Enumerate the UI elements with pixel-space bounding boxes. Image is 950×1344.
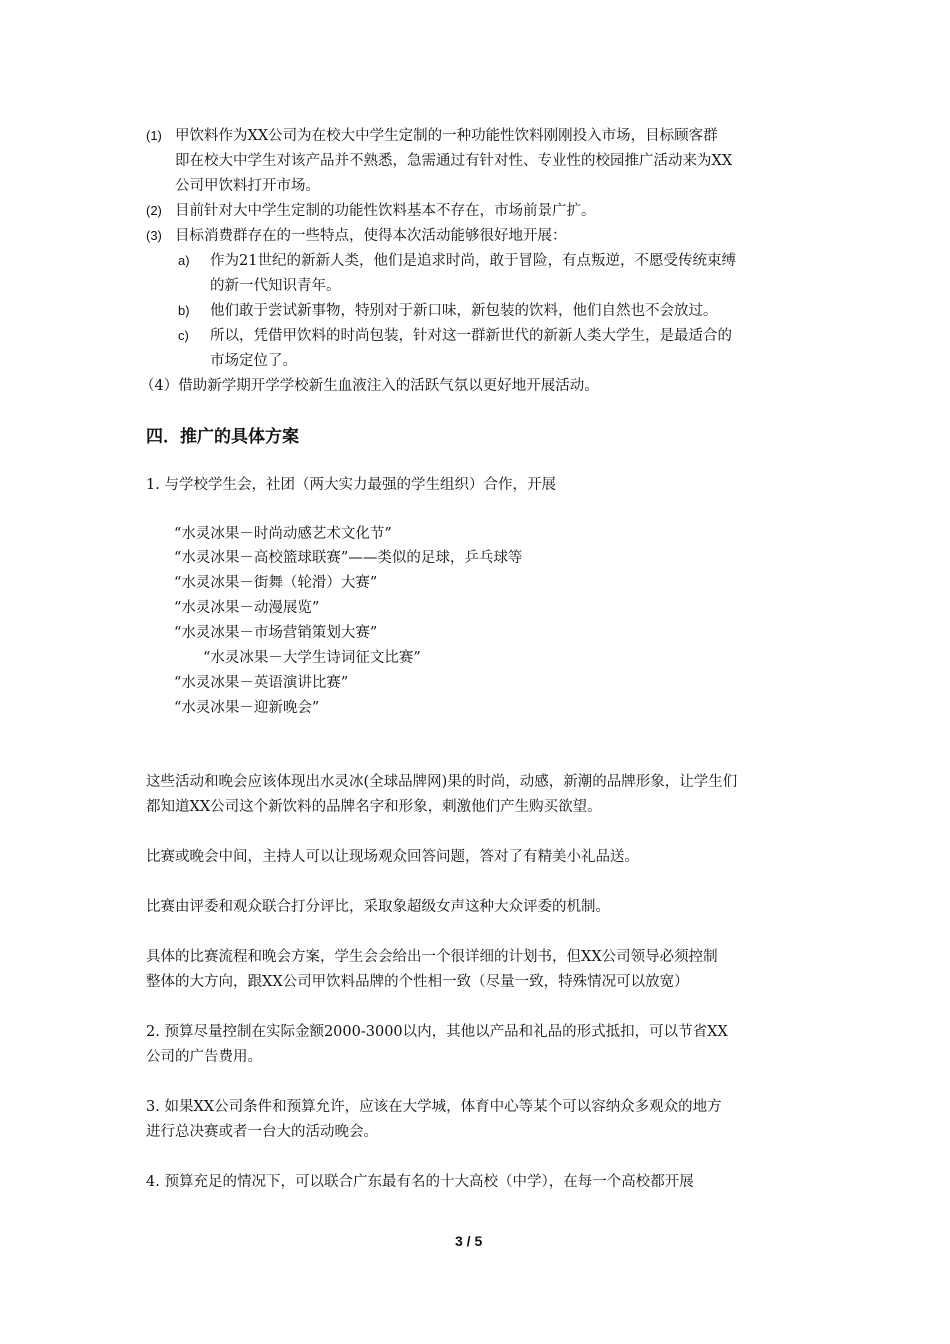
paragraph-2: 比赛或晚会中间，主持人可以让现场观众回答问题，答对了有精美小礼品送。 (146, 849, 639, 865)
paragraph-4-line-2: 整体的大方向，跟XX公司甲饮料品牌的个性相一致（尽量一致，特殊情况可以放宽） (146, 974, 689, 990)
list-item-4: （4）借助新学期开学学校新生血液注入的活跃气氛以更好地开展活动。 (140, 378, 599, 394)
event-item-2: “水灵冰果－高校篮球联赛”——类似的足球，乒乓球等 (174, 550, 523, 566)
list-marker-1: (1) (146, 128, 162, 143)
paragraph-1-line-1: 这些活动和晚会应该体现出水灵冰(全球品牌网)果的时尚，动感，新潮的品牌形象，让学生们 (146, 774, 738, 790)
sublist-marker-a: a) (178, 253, 190, 268)
paragraph-5-line-1: 2. 预算尽量控制在实际金额2000-3000以内，其他以产品和礼品的形式抵扣，可以节省XX (146, 1024, 728, 1040)
event-item-3: “水灵冰果－街舞（轮滑）大赛” (174, 575, 378, 591)
paragraph-1-line-2: 都知道XX公司这个新饮料的品牌名字和形象，刺激他们产生购买欲望。 (146, 799, 602, 815)
paragraph-4-line-1: 具体的比赛流程和晚会方案，学生会会给出一个很详细的计划书，但XX公司领导必须控制 (146, 949, 718, 965)
event-item-4: “水灵冰果－动漫展览” (174, 600, 320, 616)
paragraph-7: 4. 预算充足的情况下，可以联合广东最有名的十大高校（中学），在每一个高校都开展 (146, 1174, 694, 1190)
list-marker-2: (2) (146, 203, 162, 218)
list-item-1-line-2: 即在校大中学生对该产品并不熟悉，急需通过有针对性、专业性的校园推广活动来为XX (175, 153, 733, 169)
sublist-b-line-1: 他们敢于尝试新事物，特别对于新口味，新包装的饮料，他们自然也不会放过。 (210, 303, 718, 319)
page-number: 3 / 5 (455, 1233, 483, 1249)
event-item-5: “水灵冰果－市场营销策划大赛” (174, 625, 378, 641)
list-item-2-line-1: 目前针对大中学生定制的功能性饮料基本不存在，市场前景广扩。 (175, 203, 596, 219)
event-item-6: “水灵冰果－大学生诗词征文比赛” (203, 650, 421, 666)
paragraph-6-line-1: 3. 如果XX公司条件和预算允许，应该在大学城，体育中心等某个可以容纳众多观众的地方 (146, 1099, 722, 1115)
sublist-a-line-1: 作为21世纪的新新人类，他们是追求时尚，敢于冒险，有点叛逆，不愿受传统束缚 (210, 253, 736, 269)
list-item-1-line-1: 甲饮料作为XX公司为在校大中学生定制的一种功能性饮料刚刚投入市场，目标顾客群 (175, 128, 718, 144)
list-item-1-line-3: 公司甲饮料打开市场。 (175, 178, 320, 194)
sublist-c-line-1: 所以，凭借甲饮料的时尚包装，针对这一群新世代的新新人类大学生，是最适合的 (210, 328, 732, 344)
list-item-3-line-1: 目标消费群存在的一些特点，使得本次活动能够很好地开展： (175, 228, 567, 244)
sublist-a-line-2: 的新一代知识青年。 (210, 278, 341, 294)
point-1: 1. 与学校学生会，社团（两大实力最强的学生组织）合作，开展 (146, 477, 556, 493)
paragraph-6-line-2: 进行总决赛或者一台大的活动晚会。 (146, 1124, 378, 1140)
event-item-8: “水灵冰果－迎新晚会” (174, 700, 320, 716)
list-marker-3: (3) (146, 228, 162, 243)
event-item-1: “水灵冰果－时尚动感艺术文化节” (174, 526, 392, 542)
event-item-7: “水灵冰果－英语演讲比赛” (174, 675, 349, 691)
sublist-marker-b: b) (178, 303, 190, 318)
paragraph-5-line-2: 公司的广告费用。 (146, 1049, 262, 1065)
section-heading: 四．推广的具体方案 (146, 427, 299, 447)
paragraph-3: 比赛由评委和观众联合打分评比，采取象超级女声这种大众评委的机制。 (146, 899, 610, 915)
sublist-c-line-2: 市场定位了。 (210, 353, 297, 369)
sublist-marker-c: c) (178, 328, 189, 343)
